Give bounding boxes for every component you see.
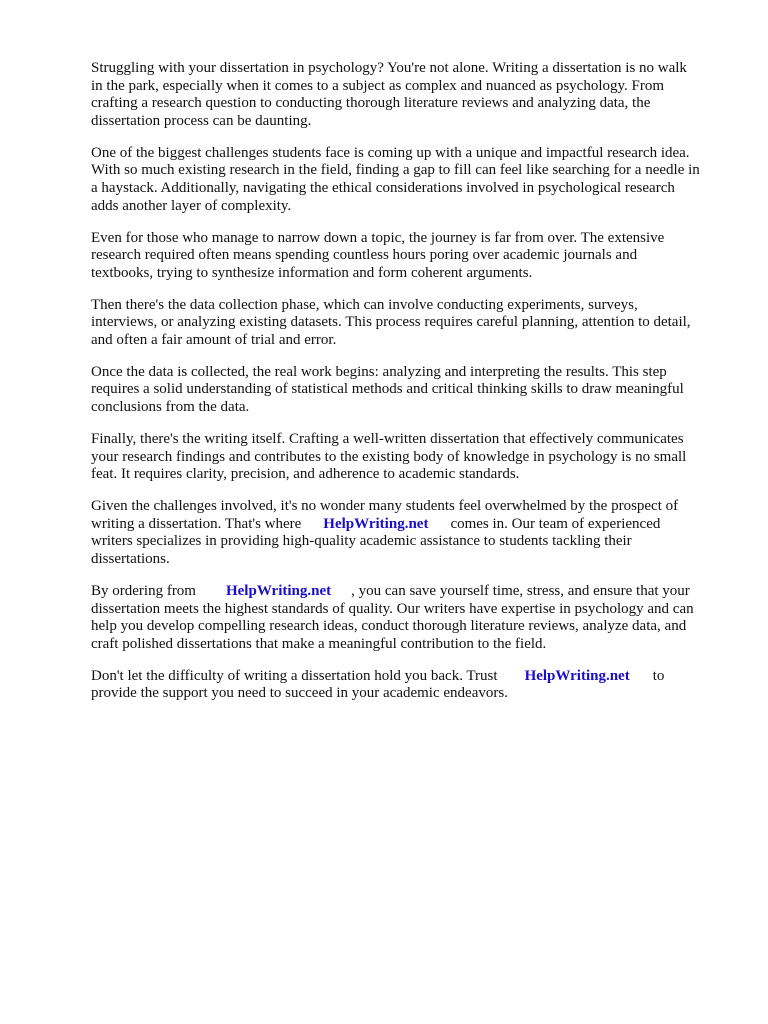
- text-fragment: , you can save yourself time, stress, and ensure that your: [351, 582, 690, 599]
- text-fragment: to: [652, 667, 665, 684]
- text-line: Struggling with your dissertation in psychology? You're not alone. Writing a dissertation is no walk: [91, 60, 687, 76]
- text-line: dissertation process can be daunting.: [91, 112, 312, 129]
- text-line: interviews, or analyzing existing datasets. This process requires careful planning, attention to detail,: [91, 314, 691, 331]
- helpwriting-link[interactable]: HelpWriting.net: [524, 667, 630, 684]
- text-fragment: writing a dissertation. That's where: [91, 515, 302, 532]
- text-line-with-link: [91, 516, 731, 534]
- paragraph-intro: [91, 60, 731, 130]
- text-line: provide the support you need to succeed in your academic endeavors.: [91, 685, 508, 702]
- text-line: a haystack. Additionally, navigating the ethical considerations involved in psychological research: [91, 179, 675, 196]
- text-line: Once the data is collected, the real work begins: analyzing and interpreting the results. This step: [91, 363, 667, 380]
- text-line: Given the challenges involved, it's no wonder many students feel overwhelmed by the prospect of: [91, 498, 679, 515]
- paragraph-closing: [91, 668, 731, 703]
- helpwriting-link[interactable]: HelpWriting.net: [323, 515, 429, 532]
- text-line: Even for those who manage to narrow down a topic, the journey is far from over. The extensive: [91, 229, 665, 246]
- text-line: crafting a research question to conducting thorough literature reviews and analyzing data, the: [91, 95, 651, 112]
- text-line: Finally, there's the writing itself. Crafting a well-written dissertation that effectively communicates: [91, 431, 684, 448]
- text-line: dissertations.: [91, 551, 170, 567]
- text-line: research required often means spending countless hours poring over academic journals and: [91, 247, 638, 264]
- text-line: your research findings and contributes to the existing body of knowledge in psychology is no small: [91, 448, 687, 465]
- text-line: writers specializes in providing high-quality academic assistance to students tackling their: [91, 533, 632, 550]
- text-fragment: By ordering from: [91, 582, 196, 599]
- text-line: adds another layer of complexity.: [91, 197, 292, 214]
- text-line-with-link: [91, 583, 731, 601]
- text-line: With so much existing research in the field, finding a gap to fill can feel like searching for a needle in: [91, 162, 700, 179]
- text-line: help you develop compelling research ideas, conduct thorough literature reviews, analyze data, and: [91, 618, 687, 635]
- paragraph-analysis: [91, 364, 731, 417]
- paragraph-ordering: [91, 583, 731, 653]
- paragraph-data-collection: [91, 297, 731, 350]
- paragraph-helpwriting-intro: [91, 498, 731, 568]
- text-line: craft polished dissertations that make a meaningful contribution to the field.: [91, 635, 547, 652]
- text-line: Then there's the data collection phase, which can involve conducting experiments, surveys,: [91, 296, 638, 313]
- text-line-with-link: [91, 668, 731, 686]
- text-line: conclusions from the data.: [91, 399, 250, 416]
- text-line: in the park, especially when it comes to a subject as complex and nuanced as psychology. From: [91, 77, 665, 94]
- paragraph-research: [91, 230, 731, 283]
- paragraph-writing: [91, 431, 731, 484]
- text-line: textbooks, trying to synthesize information and form coherent arguments.: [91, 264, 533, 281]
- text-line: and often a fair amount of trial and error.: [91, 331, 337, 348]
- text-line: feat. It requires clarity, precision, and adherence to academic standards.: [91, 466, 520, 483]
- paragraph-challenges: [91, 145, 731, 215]
- text-line: One of the biggest challenges students face is coming up with a unique and impactful research idea.: [91, 144, 690, 161]
- helpwriting-link[interactable]: HelpWriting.net: [225, 582, 332, 599]
- text-fragment: comes in. Our team of experienced: [450, 515, 661, 532]
- text-fragment: Don't let the difficulty of writing a dissertation hold you back. Trust: [91, 667, 498, 684]
- text-line: dissertation meets the highest standards of quality. Our writers have expertise in psychology and can: [91, 600, 694, 617]
- text-line: requires a solid understanding of statistical methods and critical thinking skills to draw meaningful: [91, 381, 684, 398]
- document-page: [91, 60, 731, 717]
